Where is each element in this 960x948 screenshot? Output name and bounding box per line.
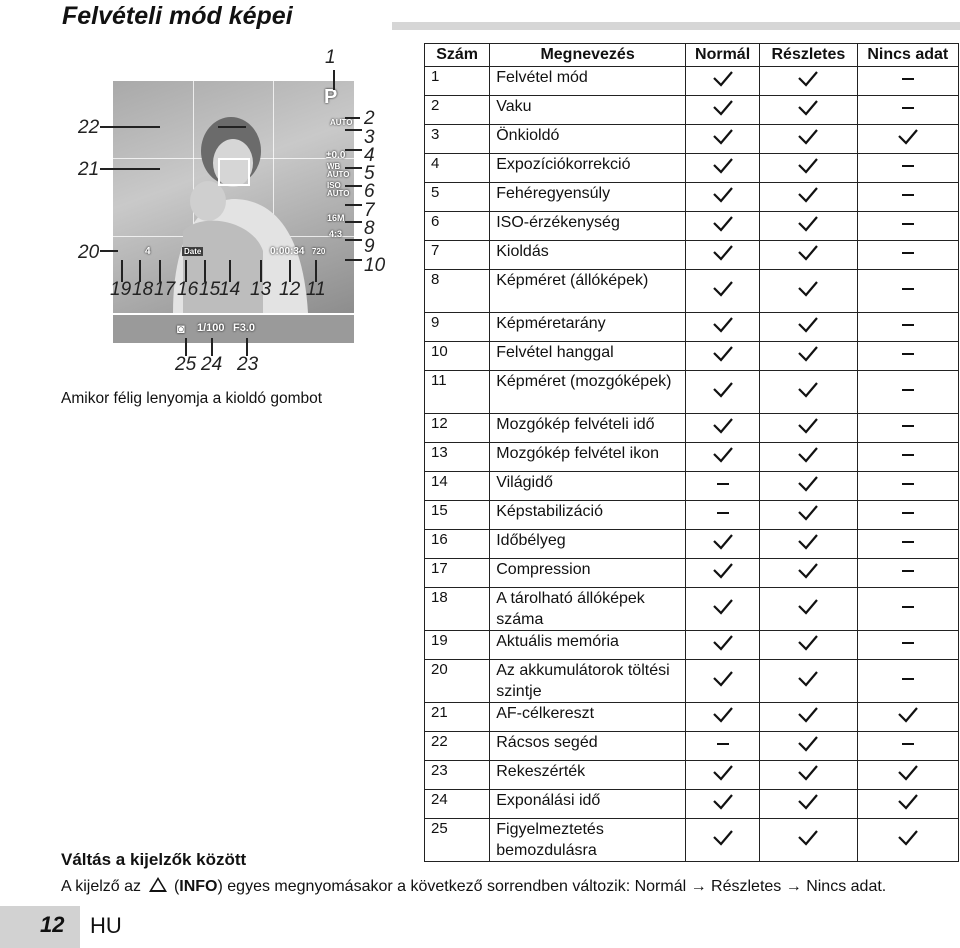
page-number: 12: [40, 912, 65, 937]
table-row: [425, 819, 959, 862]
page-title-text: Felvételi mód képei: [62, 2, 293, 30]
dash-icon: [902, 606, 914, 608]
check-icon: [797, 670, 819, 688]
check-icon: [797, 764, 819, 782]
table-row: [425, 270, 959, 313]
section-subtitle: Váltás a kijelzők között: [61, 850, 247, 869]
dash-icon: [717, 512, 729, 514]
dash-icon: [902, 194, 914, 196]
row-number: 21: [425, 703, 490, 732]
table-row: [425, 559, 959, 588]
mark-cell: [760, 183, 857, 212]
mark-cell: [857, 501, 958, 530]
table-header-row: [425, 44, 959, 67]
mark-cell: [857, 183, 958, 212]
row-name: Képméret (mozgóképek): [490, 371, 686, 414]
mark-cell: [857, 313, 958, 342]
mark-cell: [760, 270, 857, 313]
mark-cell: [685, 212, 759, 241]
table-row: [425, 241, 959, 270]
callout-lines: [0, 0, 420, 400]
dash-icon: [902, 389, 914, 391]
check-icon: [897, 829, 919, 847]
mark-cell: [760, 559, 857, 588]
aspect-indicator: 4:3: [329, 229, 343, 239]
check-icon: [712, 70, 734, 88]
dash-icon: [902, 541, 914, 543]
check-icon: [797, 533, 819, 551]
table-row: [425, 414, 959, 443]
col-header-normal: Normál: [685, 44, 759, 67]
check-icon: [797, 417, 819, 435]
callout-6: 6: [364, 181, 375, 202]
dash-icon: [902, 483, 914, 485]
row-name: Exponálási idő: [490, 790, 686, 819]
check-icon: [712, 157, 734, 175]
row-name: Compression: [490, 559, 686, 588]
dash-icon: [717, 483, 729, 485]
mark-cell: [760, 154, 857, 183]
ev-indicator: ±0.0: [326, 150, 346, 161]
info-key: INFO: [179, 878, 218, 895]
check-icon: [797, 793, 819, 811]
callout-19: 19: [110, 279, 132, 300]
callout-24: 24: [201, 354, 223, 375]
check-icon: [797, 316, 819, 334]
check-icon: [712, 562, 734, 580]
callout-12: 12: [279, 279, 301, 300]
check-icon: [712, 446, 734, 464]
row-name: Felvétel hanggal: [490, 342, 686, 371]
mark-cell: [857, 414, 958, 443]
check-icon: [897, 764, 919, 782]
mark-cell: [760, 125, 857, 154]
row-name: Mozgókép felvételi idő: [490, 414, 686, 443]
check-icon: [797, 157, 819, 175]
mark-cell: [760, 472, 857, 501]
table-row: [425, 588, 959, 631]
row-number: 18: [425, 588, 490, 631]
table-row: [425, 790, 959, 819]
mark-cell: [857, 790, 958, 819]
check-icon: [797, 446, 819, 464]
mark-cell: [857, 660, 958, 703]
display-items-table: [424, 43, 959, 862]
row-number: 13: [425, 443, 490, 472]
row-number: 10: [425, 342, 490, 371]
mode-indicator: P: [324, 86, 338, 108]
mark-cell: [685, 530, 759, 559]
row-name: Figyelmeztetés bemozdulásra: [490, 819, 686, 862]
mark-cell: [685, 559, 759, 588]
mark-cell: [685, 313, 759, 342]
table-row: [425, 472, 959, 501]
section-body: [61, 877, 886, 896]
table-row: [425, 530, 959, 559]
mark-cell: [685, 443, 759, 472]
row-number: 14: [425, 472, 490, 501]
screen-caption: Amikor félig lenyomja a kioldó gombot: [61, 390, 323, 407]
row-name: Rekeszérték: [490, 761, 686, 790]
check-icon: [797, 186, 819, 204]
mark-cell: [685, 154, 759, 183]
mark-cell: [760, 67, 857, 96]
callout-4: 4: [364, 145, 375, 166]
check-icon: [712, 706, 734, 724]
check-icon: [712, 764, 734, 782]
mark-cell: [685, 588, 759, 631]
aperture-value: F3.0: [233, 322, 256, 334]
mark-cell: [760, 212, 857, 241]
check-icon: [797, 381, 819, 399]
row-name: Az akkumulátorok töltési szintje: [490, 660, 686, 703]
callout-7: 7: [364, 200, 375, 221]
mark-cell: [760, 703, 857, 732]
dash-icon: [902, 642, 914, 644]
iso-indicator: ISO AUTO: [327, 181, 350, 198]
check-icon: [897, 128, 919, 146]
dash-icon: [902, 570, 914, 572]
table-row: [425, 342, 959, 371]
mark-cell: [760, 790, 857, 819]
row-number: 12: [425, 414, 490, 443]
row-number: 7: [425, 241, 490, 270]
row-name: Vaku: [490, 96, 686, 125]
callout-14: 14: [219, 279, 241, 300]
mark-cell: [760, 761, 857, 790]
flash-indicator: AUTO: [330, 118, 353, 127]
mark-cell: [685, 371, 759, 414]
callout-23: 23: [237, 354, 259, 375]
row-name: Időbélyeg: [490, 530, 686, 559]
mark-cell: [857, 761, 958, 790]
col-header-name: Megnevezés: [490, 44, 686, 67]
mark-cell: [685, 125, 759, 154]
shot-count: 4: [145, 246, 151, 257]
row-name: Aktuális memória: [490, 631, 686, 660]
callout-1: 1: [325, 47, 336, 68]
mark-cell: [685, 631, 759, 660]
callout-16: 16: [177, 279, 199, 300]
mark-cell: [760, 631, 857, 660]
dash-icon: [902, 223, 914, 225]
row-name: Rácsos segéd: [490, 732, 686, 761]
mark-cell: [685, 67, 759, 96]
movie-size-indicator: 720: [312, 247, 326, 256]
table-row: [425, 660, 959, 703]
mark-cell: [857, 212, 958, 241]
mark-cell: [685, 241, 759, 270]
callout-3: 3: [364, 127, 375, 148]
mark-cell: [685, 732, 759, 761]
check-icon: [712, 793, 734, 811]
check-icon: [797, 634, 819, 652]
row-name: Felvétel mód: [490, 67, 686, 96]
check-icon: [897, 706, 919, 724]
check-icon: [712, 533, 734, 551]
camera-icon: ◙: [177, 321, 185, 336]
movie-time-indicator: 0:00:34: [270, 246, 305, 257]
mark-cell: [760, 443, 857, 472]
check-icon: [712, 128, 734, 146]
callout-17: 17: [154, 279, 176, 300]
mark-cell: [857, 472, 958, 501]
check-icon: [797, 829, 819, 847]
row-name: Világidő: [490, 472, 686, 501]
row-name: Fehéregyensúly: [490, 183, 686, 212]
mark-cell: [685, 342, 759, 371]
dash-icon: [902, 165, 914, 167]
check-icon: [712, 829, 734, 847]
table-row: [425, 313, 959, 342]
mark-cell: [857, 241, 958, 270]
mark-cell: [685, 501, 759, 530]
check-icon: [797, 706, 819, 724]
table-row: [425, 732, 959, 761]
table-row: [425, 703, 959, 732]
callout-22: 22: [78, 117, 100, 138]
check-icon: [897, 793, 919, 811]
row-name: Kioldás: [490, 241, 686, 270]
mark-cell: [857, 530, 958, 559]
row-name: Önkioldó: [490, 125, 686, 154]
mark-cell: [857, 67, 958, 96]
dash-icon: [902, 512, 914, 514]
table-row: [425, 631, 959, 660]
row-number: 25: [425, 819, 490, 862]
check-icon: [797, 475, 819, 493]
paren-open: (: [173, 878, 180, 895]
mark-cell: [685, 819, 759, 862]
row-number: 6: [425, 212, 490, 241]
date-stamp-indicator: Date: [184, 247, 202, 256]
mark-cell: [760, 732, 857, 761]
mark-cell: [760, 313, 857, 342]
check-icon: [797, 128, 819, 146]
check-icon: [797, 345, 819, 363]
check-icon: [797, 598, 819, 616]
check-icon: [712, 670, 734, 688]
check-icon: [712, 598, 734, 616]
dash-icon: [902, 324, 914, 326]
dash-icon: [717, 743, 729, 745]
mark-cell: [685, 703, 759, 732]
dash-icon: [902, 425, 914, 427]
table-row: [425, 501, 959, 530]
check-icon: [797, 244, 819, 262]
table-row: [425, 67, 959, 96]
row-name: Expozíciókorrekció: [490, 154, 686, 183]
mark-cell: [857, 443, 958, 472]
dash-icon: [902, 78, 914, 80]
callout-10: 10: [364, 255, 386, 276]
table-row: [425, 212, 959, 241]
mark-cell: [857, 270, 958, 313]
mark-cell: [857, 631, 958, 660]
mark-cell: [857, 342, 958, 371]
check-icon: [797, 99, 819, 117]
table-row: [425, 761, 959, 790]
check-icon: [797, 215, 819, 233]
callout-18: 18: [132, 279, 154, 300]
mark-cell: [760, 819, 857, 862]
row-number: 16: [425, 530, 490, 559]
mark-cell: [857, 154, 958, 183]
mark-cell: [760, 371, 857, 414]
dash-icon: [902, 678, 914, 680]
mark-cell: [857, 703, 958, 732]
mark-cell: [760, 414, 857, 443]
check-icon: [712, 186, 734, 204]
check-icon: [712, 417, 734, 435]
row-name: AF-célkereszt: [490, 703, 686, 732]
check-icon: [712, 381, 734, 399]
check-icon: [797, 735, 819, 753]
table-row: [425, 183, 959, 212]
table-row: [425, 371, 959, 414]
callout-8: 8: [364, 218, 375, 239]
mark-cell: [760, 588, 857, 631]
shutter-speed: 1/100: [197, 322, 225, 334]
row-name: A tárolható állóképek száma: [490, 588, 686, 631]
row-name: Képméret (állóképek): [490, 270, 686, 313]
check-icon: [712, 316, 734, 334]
mark-cell: [685, 270, 759, 313]
mark-cell: [857, 732, 958, 761]
mark-cell: [857, 96, 958, 125]
callout-2: 2: [364, 108, 375, 129]
mark-cell: [760, 342, 857, 371]
row-name: ISO-érzékenység: [490, 212, 686, 241]
callout-20: 20: [78, 242, 100, 263]
col-header-detailed: Részletes: [760, 44, 857, 67]
callout-11: 11: [306, 279, 326, 300]
mark-cell: [685, 472, 759, 501]
mark-cell: [685, 183, 759, 212]
mark-cell: [760, 96, 857, 125]
wb-indicator: WB AUTO: [327, 162, 350, 179]
row-number: 15: [425, 501, 490, 530]
mark-cell: [857, 559, 958, 588]
col-header-no-info: Nincs adat: [857, 44, 958, 67]
row-number: 9: [425, 313, 490, 342]
mark-cell: [857, 588, 958, 631]
row-number: 4: [425, 154, 490, 183]
check-icon: [712, 244, 734, 262]
mark-cell: [857, 125, 958, 154]
mark-cell: [685, 761, 759, 790]
callout-25: 25: [175, 354, 197, 375]
check-icon: [797, 280, 819, 298]
dash-icon: [902, 353, 914, 355]
callout-21: 21: [78, 159, 100, 180]
mark-cell: [685, 790, 759, 819]
check-icon: [712, 99, 734, 117]
callout-15: 15: [199, 279, 221, 300]
mark-cell: [760, 530, 857, 559]
row-number: 20: [425, 660, 490, 703]
image-size-indicator: 16M: [327, 213, 345, 223]
language-code: HU: [90, 913, 122, 938]
check-icon: [712, 345, 734, 363]
table-row: [425, 443, 959, 472]
mark-cell: [685, 660, 759, 703]
callout-9: 9: [364, 236, 375, 257]
callout-13: 13: [250, 279, 272, 300]
row-name: Képméretarány: [490, 313, 686, 342]
row-number: 2: [425, 96, 490, 125]
mark-cell: [760, 501, 857, 530]
row-number: 3: [425, 125, 490, 154]
mark-cell: [857, 819, 958, 862]
check-icon: [797, 70, 819, 88]
dash-icon: [902, 288, 914, 290]
dash-icon: [902, 107, 914, 109]
check-icon: [712, 280, 734, 298]
check-icon: [712, 634, 734, 652]
dash-icon: [902, 743, 914, 745]
check-icon: [797, 504, 819, 522]
row-number: 19: [425, 631, 490, 660]
check-icon: [797, 562, 819, 580]
row-number: 11: [425, 371, 490, 414]
mark-cell: [857, 371, 958, 414]
row-name: Képstabilizáció: [490, 501, 686, 530]
mark-cell: [685, 96, 759, 125]
row-number: 8: [425, 270, 490, 313]
check-icon: [712, 215, 734, 233]
table-row: [425, 125, 959, 154]
col-header-number: Szám: [425, 44, 490, 67]
row-number: 23: [425, 761, 490, 790]
title-rule: [392, 22, 960, 30]
mark-cell: [760, 241, 857, 270]
row-number: 5: [425, 183, 490, 212]
table-row: [425, 154, 959, 183]
body-text-end: ) egyes megnyomásakor a következő sorrendben változik: Normál → Részletes → Nincs adat.: [217, 878, 887, 895]
row-number: 1: [425, 67, 490, 96]
row-number: 24: [425, 790, 490, 819]
mark-cell: [760, 660, 857, 703]
dash-icon: [902, 454, 914, 456]
table-row: [425, 96, 959, 125]
callout-5: 5: [364, 163, 375, 184]
up-triangle-icon: [149, 877, 167, 892]
row-number: 22: [425, 732, 490, 761]
row-number: 17: [425, 559, 490, 588]
mark-cell: [685, 414, 759, 443]
row-name: Mozgókép felvétel ikon: [490, 443, 686, 472]
dash-icon: [902, 252, 914, 254]
body-text-start: A kijelző az: [61, 878, 142, 895]
